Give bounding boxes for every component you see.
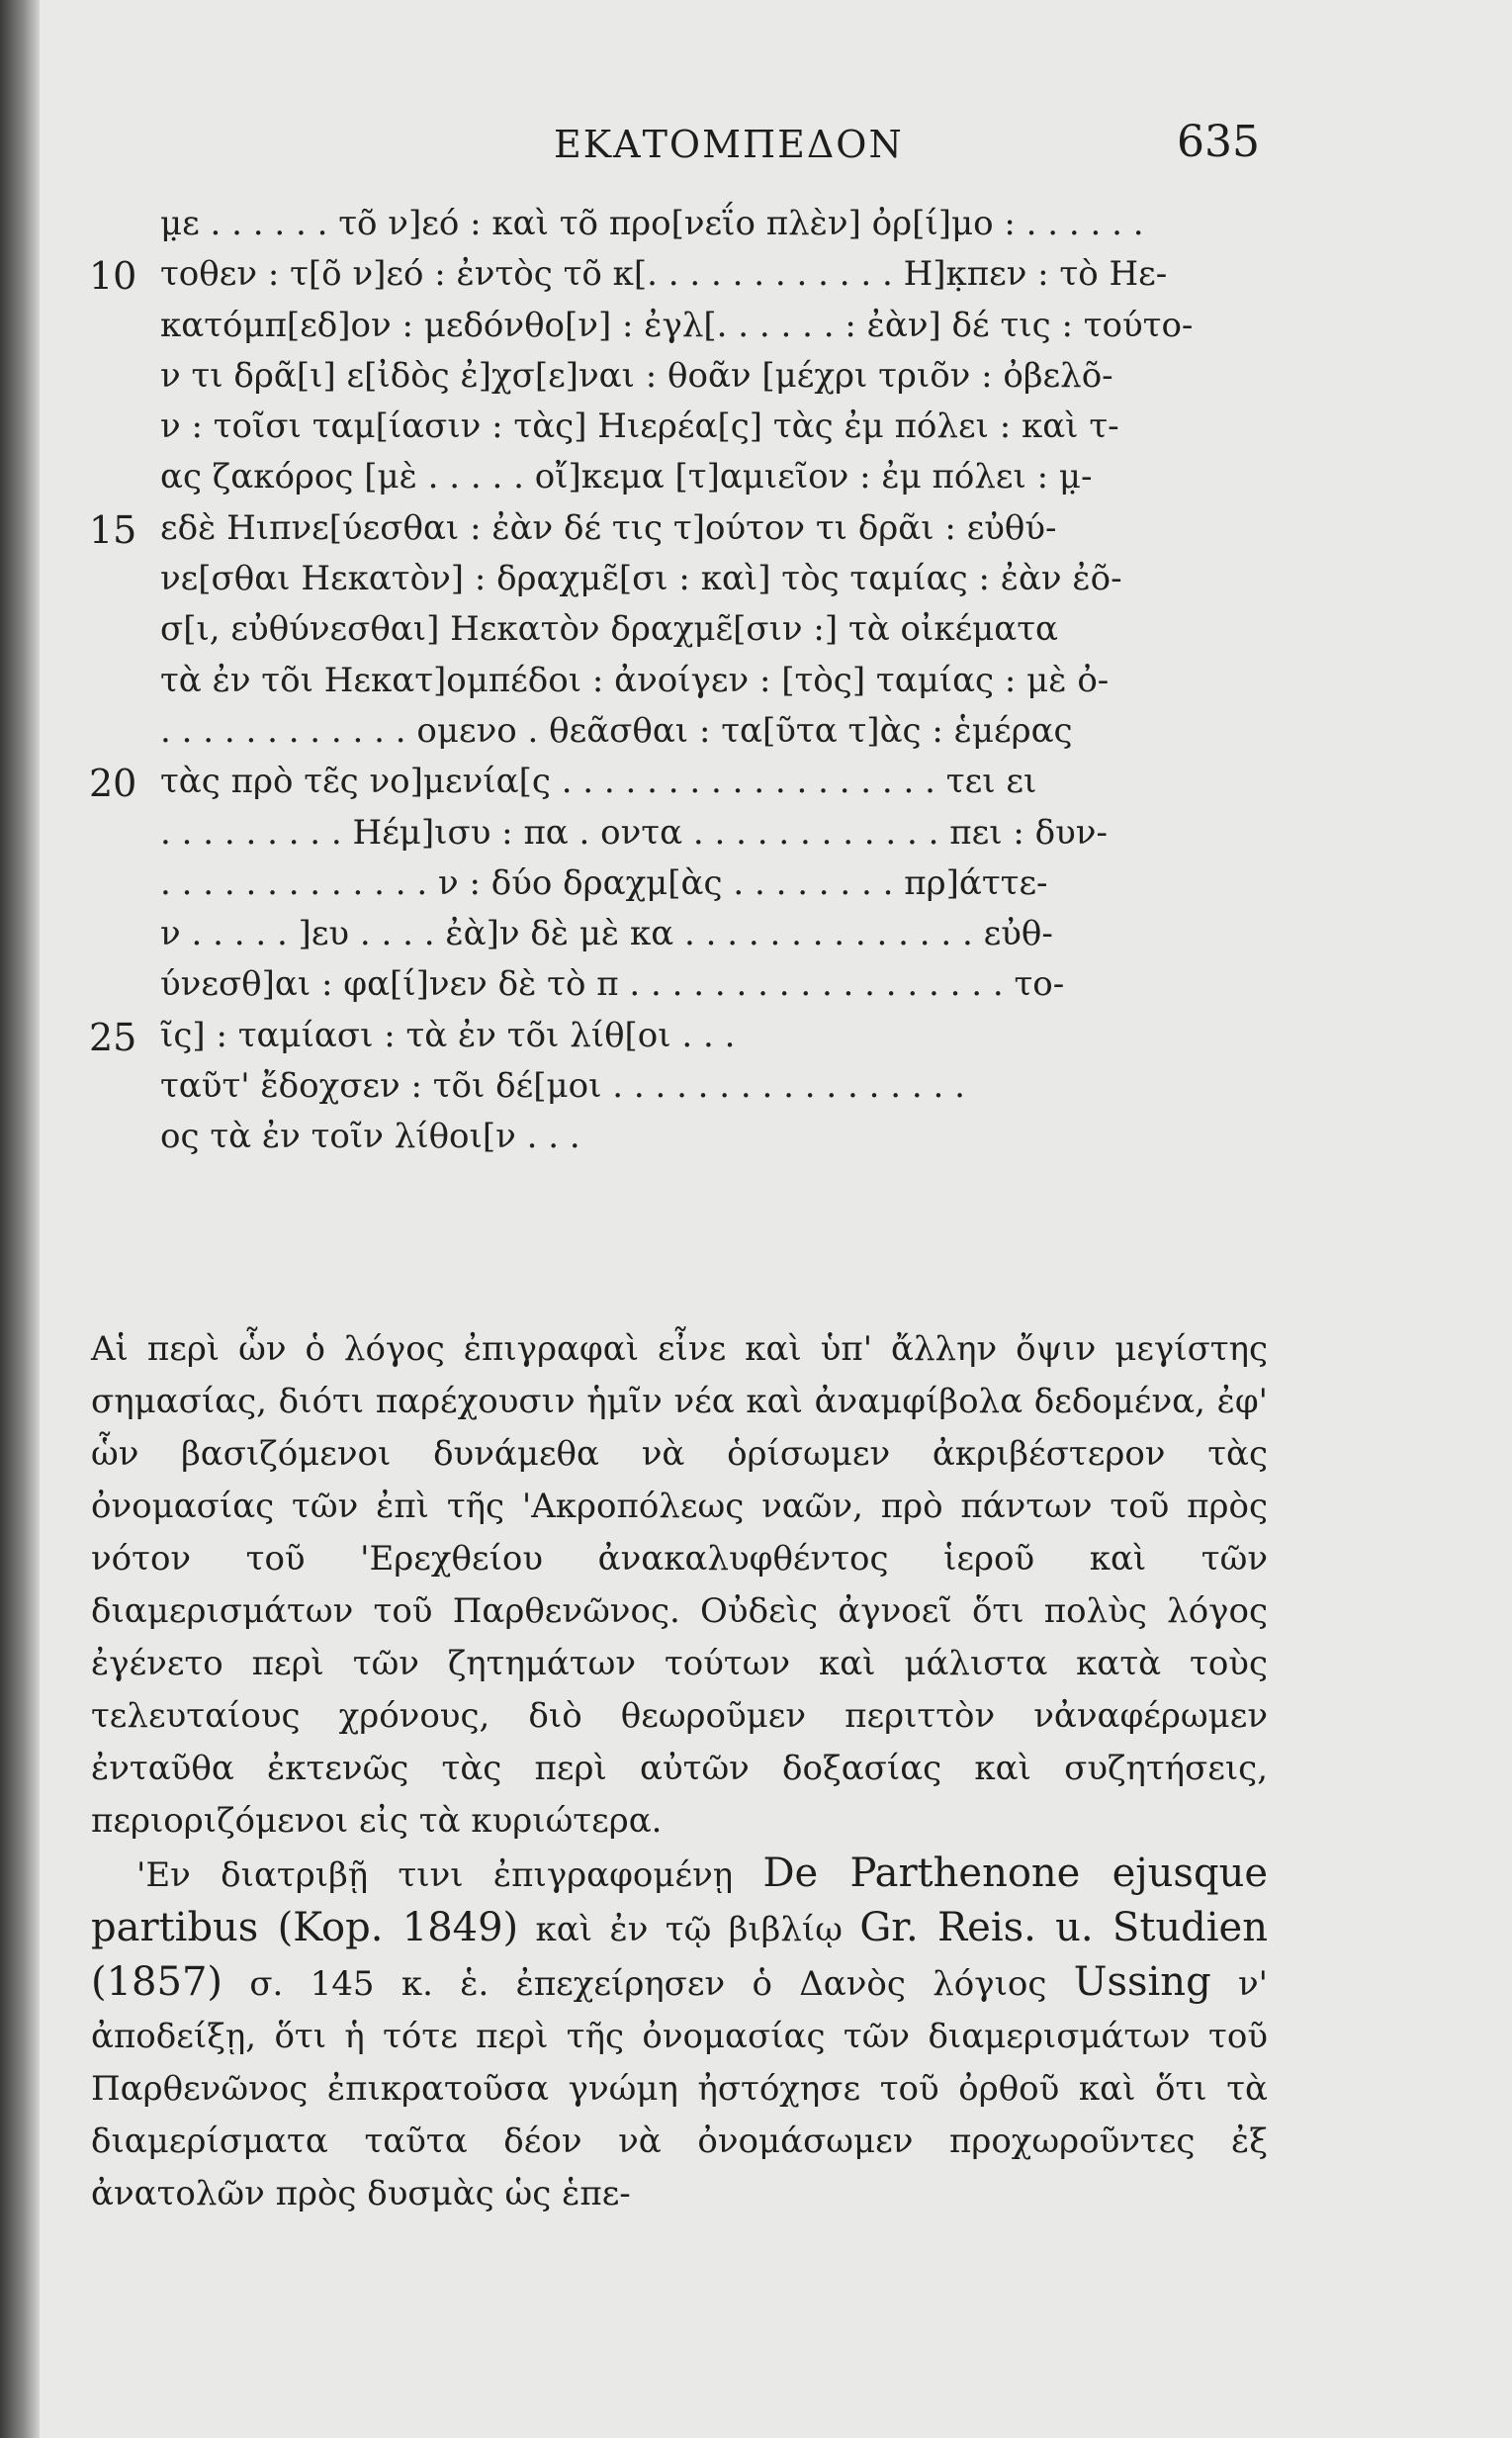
inscription-line	[89, 1117, 1305, 1167]
line-text: ας ζακόρος [μὲ . . . . . οἴ]κεμα [τ]αμιεῖον : ἐμ πόλει : μ̣-	[160, 457, 1093, 497]
latin-title-reisen: Gr. Reis. u. Studien (1857)	[91, 1905, 1268, 2005]
inscription-line	[89, 559, 1305, 609]
line-text: νε[σθαι Ηεκατὸν] : δραχμε̃[σι : καὶ] τὸς ταμίας : ἐὰν ἐõ-	[160, 559, 1122, 599]
inscription-line	[89, 711, 1305, 762]
latin-name-ussing: Ussing	[1073, 1959, 1211, 2005]
inscription-line	[89, 306, 1305, 356]
inscription-line	[89, 863, 1305, 914]
line-text: ύνεσθ]αι : φα[ί]νεν δὲ τὸ π . . . . . . . . . . . . . . . . . . το-	[160, 964, 1065, 1005]
inscription-line	[89, 661, 1305, 711]
line-text: μ̣ε . . . . . . τõ ν]εό : καὶ τõ προ[νεΐο πλὲν] ὀρ[ί]μο : . . . . . .	[160, 204, 1144, 243]
line-number: 25	[89, 1015, 137, 1059]
line-text: . . . . . . . . . Ηέμ]ισυ : πα . οντα . . . . . . . . . . . . πει : δυν-	[160, 812, 1108, 853]
line-text: σ[ι, εὐθύνεσθαι] Ηεκατὸν δραχμε̃[σιν :] τὰ οἰκέματα	[160, 609, 1059, 650]
running-title: ΕΚΑΤΟΜΠΕΔΟΝ	[554, 123, 904, 166]
line-text: ν τι δρᾶ[ι] ε[ἰδὸς ἐ]χσ[ε]ναι : θοᾶν [μέχρι τριõν : ὀβελõ-	[160, 355, 1113, 396]
para2-part-b: καὶ ἐν τῷ βιβλίῳ	[535, 1910, 843, 1949]
book-spine-shadow	[0, 0, 40, 2438]
line-text: εδὲ Ηιπνε[ύεσθαι : ἐὰν δέ τις τ]ούτον τι δρᾶι : εὐθύ-	[160, 507, 1057, 548]
inscription-line	[89, 813, 1305, 863]
line-text: ν . . . . . ]ευ . . . . ἐὰ]ν δὲ μὲ κα . . . . . . . . . . . . . . εὐθ-	[160, 914, 1053, 954]
inscription-line	[89, 762, 1305, 812]
inscription-line	[89, 356, 1305, 406]
para2-part-a: 'Εν διατριβῇ τινι ἐπιγραφομένῃ	[136, 1855, 734, 1895]
line-number: 10	[89, 254, 137, 299]
inscription-line	[89, 1016, 1305, 1066]
inscription-line	[89, 964, 1305, 1015]
para2-part-d: ν' ἀποδείξῃ, ὅτι ἡ τότε περὶ τῆς ὀνομασίας τῶν διαμερισμάτων τοῦ Παρθενῶνος ἐπικρατοῦσα γνώμη ἠστόχησε τοῦ ὀρθοῦ καὶ ὅτι τὰ διαμερίσματα ταῦτα δέον νὰ ὀνομάσωμεν προχωροῦντες ἐξ ἀνατολῶν πρὸς δυσμὰς ὡς ἑπε-	[91, 1964, 1269, 2213]
line-text: τοθεν : τ[õ ν]εό : ἐντὸς τõ κ[. . . . . . . . . . . . Η]κ̣πεν : τὸ Ηε-	[160, 254, 1168, 295]
line-text: . . . . . . . . . . . . ομενο . θεᾶσθαι : τα[ῦτα τ]ὰς : ἑμέρας	[160, 710, 1073, 751]
inscription-line	[89, 508, 1305, 559]
line-text: ῖς] : ταμίασι : τὰ ἐν τõι λίθ[οι . . .	[160, 1015, 736, 1055]
line-text: ν : τοῖσι ταμ[ίασιν : τὰς] Ηιερέα[ς] τὰς ἐμ πόλει : καὶ τ-	[160, 406, 1119, 447]
line-number: 15	[89, 507, 137, 552]
inscription-line	[89, 1066, 1305, 1117]
inscription-line	[89, 254, 1305, 305]
inscription-line	[89, 457, 1305, 507]
running-head	[0, 117, 1512, 182]
inscription-line	[89, 914, 1305, 964]
inscription-line	[89, 406, 1305, 457]
inscription-line	[89, 204, 1305, 254]
line-text: κατόμπ[εδ]ον : μεδόνθο[ν] : ἐγλ[. . . . . . : ἐὰν] δέ τις : τούτο-	[160, 305, 1194, 345]
commentary-paragraph-2	[91, 1848, 1268, 2220]
line-text: τὰ ἐν τõι Ηεκατ]ομπέδοι : ἀνοίγεν : [τὸς] ταμίας : μὲ ὀ-	[160, 660, 1110, 700]
line-number: 20	[89, 762, 137, 806]
inscription-text	[89, 204, 1305, 1168]
line-text: ταῦτ' ἔδοχσεν : τõι δέ[μοι . . . . . . . . . . . . . . . . .	[160, 1066, 965, 1107]
line-text: ος τὰ ἐν τοῖν λίθοι[ν . . .	[160, 1117, 580, 1157]
line-text: . . . . . . . . . . . . . ν : δύο δραχμ[ὰς . . . . . . . . πρ]άττε-	[160, 862, 1048, 903]
latin-title-parthenone: De Parthenone ejusque partibus (Kop. 1849)	[91, 1851, 1268, 1950]
line-text: τὰς πρὸ τε̃ς νο]μενία[ς . . . . . . . . . . . . . . . . . . τει ει	[160, 762, 1037, 802]
inscription-line	[89, 609, 1305, 660]
para2-part-c: σ. 145 κ. ἑ. ἐπεχείρησεν ὁ Δανὸς λόγιος	[249, 1964, 1047, 2004]
page-number: 635	[1177, 117, 1260, 167]
commentary-paragraph-1: Αἱ περὶ ὧν ὁ λόγος ἐπιγραφαὶ εἶνε καὶ ὑπ' ἄλλην ὄψιν μεγίστης σημασίας, διότι παρέχουσιν ἡμῖν νέα καὶ ἀναμφίβολα δεδομένα, ἐφ' ὧν βασιζόμενοι δυνάμεθα νὰ ὁρίσωμεν ἀκριβέστερον τὰς ὀνομασίας τῶν ἐπὶ τῆς 'Ακροπόλεως ναῶν, πρὸ πάντων τοῦ πρὸς νότον τοῦ 'Ερεχθείου ἀνακαλυφθέντος ἱεροῦ καὶ τῶν διαμερισμάτων τοῦ Παρθενῶνος. Οὐδεὶς ἀγνοεῖ ὅτι πολὺς λόγος ἐγένετο περὶ τῶν ζητημάτων τούτων καὶ μάλιστα κατὰ τοὺς τελευταίους χρόνους, διὸ θεωροῦμεν περιττὸν νἀναφέρωμεν ἐνταῦθα ἐκτενῶς τὰς περὶ αὐτῶν δοξασίας καὶ συζητήσεις, περιοριζόμενοι εἰς τὰ κυριώτερα.	[91, 1329, 1268, 1841]
commentary-text	[91, 1323, 1268, 2220]
